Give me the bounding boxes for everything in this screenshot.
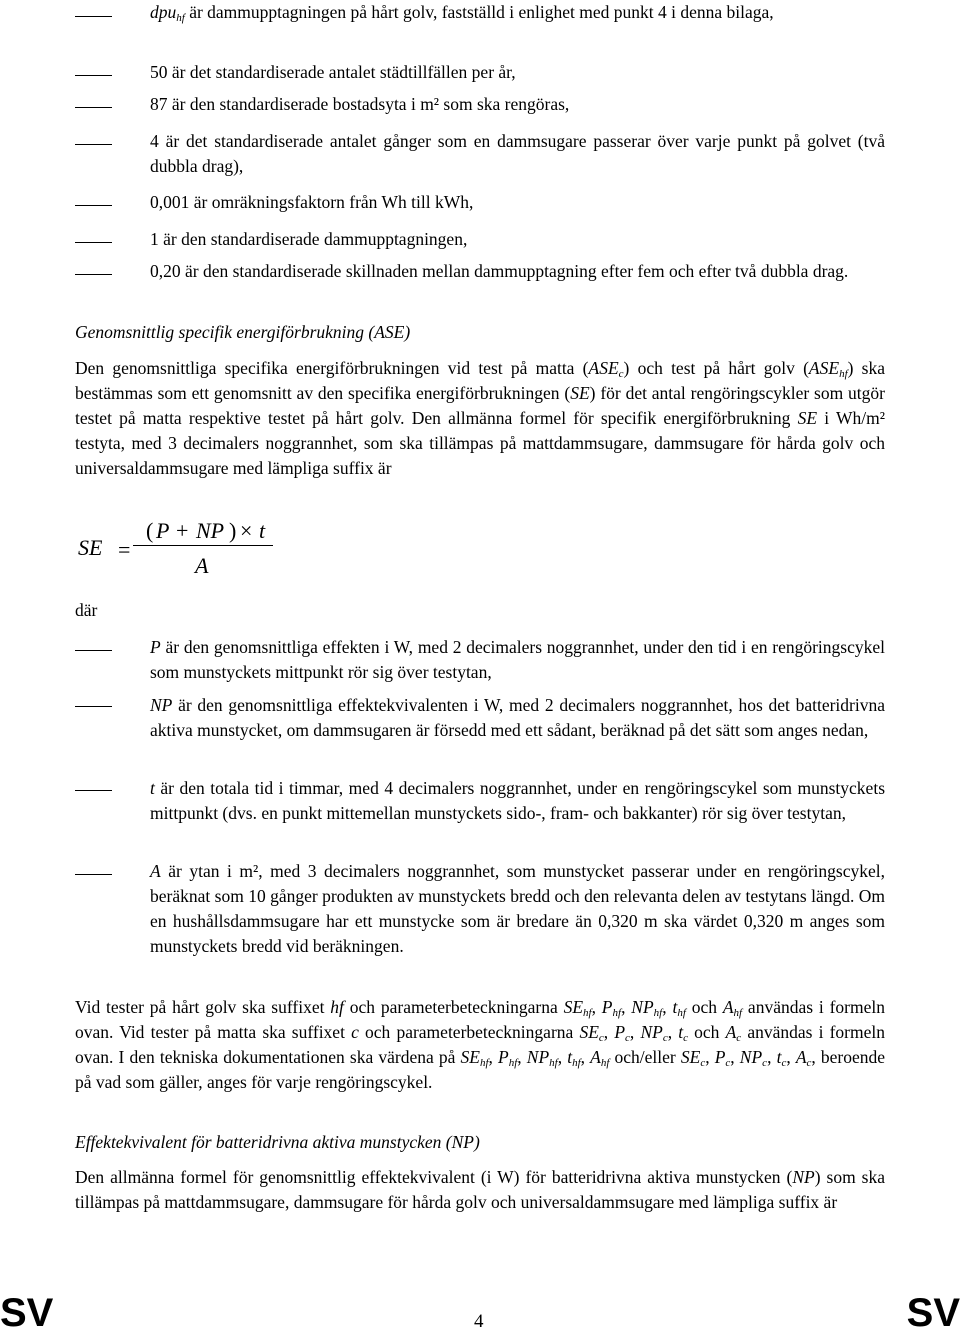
formula-lhs: SE (78, 535, 103, 560)
formula-paren-open: ( (146, 518, 154, 543)
fraction-bar (133, 545, 273, 546)
paragraph-ase: Den genomsnittliga specifika energiförbrukningen vid test på matta $(ASE_c)$ och test på hårt golv $(ASE_{hf})$ ska bestämmas som ett genomsnitt av den specifika energiförbrukningen (SE) för det antal rengöringscykler som utgör testet på matta respektive testet på hårt golv. Den allmänna formel för specifik energiförbrukning SE i Wh/m² testyta, med 3 decimalers noggrannhet, som ska tillämpas på mattdammsugare, dammsugare för hårda golv och universaldammsugare med lämpliga suffix är (75, 358, 886, 478)
list-dash (75, 16, 112, 17)
list-item-np: NP är den genomsnittliga effektekvivalenten i W, med 2 decimalers noggrannhet, hos det batteridrivna aktiva munstycket, om dammsugaren är försedd med ett sådant, beräknad på det sätt som anges nedan, (150, 695, 885, 740)
formula-times: × (240, 518, 253, 543)
formula-p: P (156, 518, 170, 543)
list-dash (75, 144, 112, 145)
formula-paren-close: ) (229, 518, 237, 543)
section-heading-np: Effektekvivalent för batteridrivna aktiva munstycken (NP) (75, 1132, 480, 1152)
page-number: 4 (474, 1311, 484, 1332)
list-dash (75, 205, 112, 206)
list-item-87: 87 är den standardiserade bostadsyta i m² som ska rengöras, (150, 94, 570, 114)
list-item-0001: 0,001 är omräkningsfaktorn från Wh till kWh, (150, 192, 474, 212)
list-item-a: A är ytan i m², med 3 decimalers noggrannhet, som munstycket passerar under en rengöringscykel, beräknat som 10 gånger produkten av munstyckets bredd och den relevanta delen av testytans längd. Om en hushållsdammsugare har ett munstycke som är bredare än 0,320 m ska värdet 0,320 m anges som munstyckets bredd vid beräkningen. (150, 861, 885, 956)
list-dash (75, 706, 112, 707)
footer-language-right: SV (906, 1291, 960, 1335)
label-dar: där (75, 600, 98, 620)
formula-denominator: A (195, 553, 209, 578)
list-dash (75, 242, 112, 243)
list-dash (75, 274, 112, 275)
formula-t: t (259, 518, 266, 543)
section-heading-ase: Genomsnittlig specifik energiförbrukning (ASE) (75, 322, 411, 342)
list-dash (75, 790, 112, 791)
list-dash (75, 874, 112, 875)
paragraph-suffix: Vid tester på hårt golv ska suffixet hf och parameterbeteckningarna $SE_{hf}$, $P_{hf}$, $NP_{hf}$, $t_{hf}$ och $A_{hf}$ användas i formeln ovan. Vid tester på matta ska suffixet c och parameterbeteckningarna $SE_c$, $P_c$, $NP_c$, $t_c$ och $A_c$ användas i formeln ovan. I den tekniska dokumentationen ska värdena på $SE_{hf}$, $P_{hf}$, $NP_{hf}$, $t_{hf}$, $A_{hf}$ och/eller $SE_c$, $P_c$, $NP_c$, $t_c$, $A_c$, beroende på vad som gäller, anges för varje rengöringscykel. (75, 997, 886, 1092)
list-dash (75, 650, 112, 651)
list-item-1: 1 är den standardiserade dammupptagningen, (150, 229, 468, 249)
list-item-4: 4 är det standardiserade antalet gånger som en dammsugare passerar över varje punkt på golvet (två dubbla drag), (150, 131, 885, 176)
formula-plus: + (176, 518, 189, 543)
list-dash (75, 107, 112, 108)
list-item-50: 50 är det standardiserade antalet städtillfällen per år, (150, 62, 516, 82)
list-dash (75, 75, 112, 76)
list-item-020: 0,20 är den standardiserade skillnaden mellan dammupptagning efter fem och efter två dubbla drag. (150, 261, 849, 281)
list-item-dpu: dpu$_{hf}$ är dammupptagningen på hårt golv, fastställd i enlighet med punkt 4 i denna bilaga, (150, 2, 774, 24)
footer-language-left: SV (0, 1291, 54, 1335)
list-item-t: t är den totala tid i timmar, med 4 decimalers noggrannhet, under en rengöringscykel som munstyckets mittpunkt (dvs. en punkt mittemellan munstyckets sido-, fram- och bakkanter) rör sig över testytan, (150, 778, 885, 823)
paragraph-np: Den allmänna formel för genomsnittlig effektekvivalent (i W) för batteridrivna aktiva munstycken (NP) som ska tillämpas på mattdammsugare, dammsugare för hårda golv och universaldammsugare med lämpliga suffix är (75, 1167, 886, 1212)
list-item-p: P är den genomsnittliga effekten i W, med 2 decimalers noggrannhet, under den tid i en rengöringscykel som munstyckets mittpunkt rör sig över testytan, (150, 637, 885, 682)
formula-np: NP (196, 518, 225, 543)
formula-equals: = (118, 537, 131, 562)
